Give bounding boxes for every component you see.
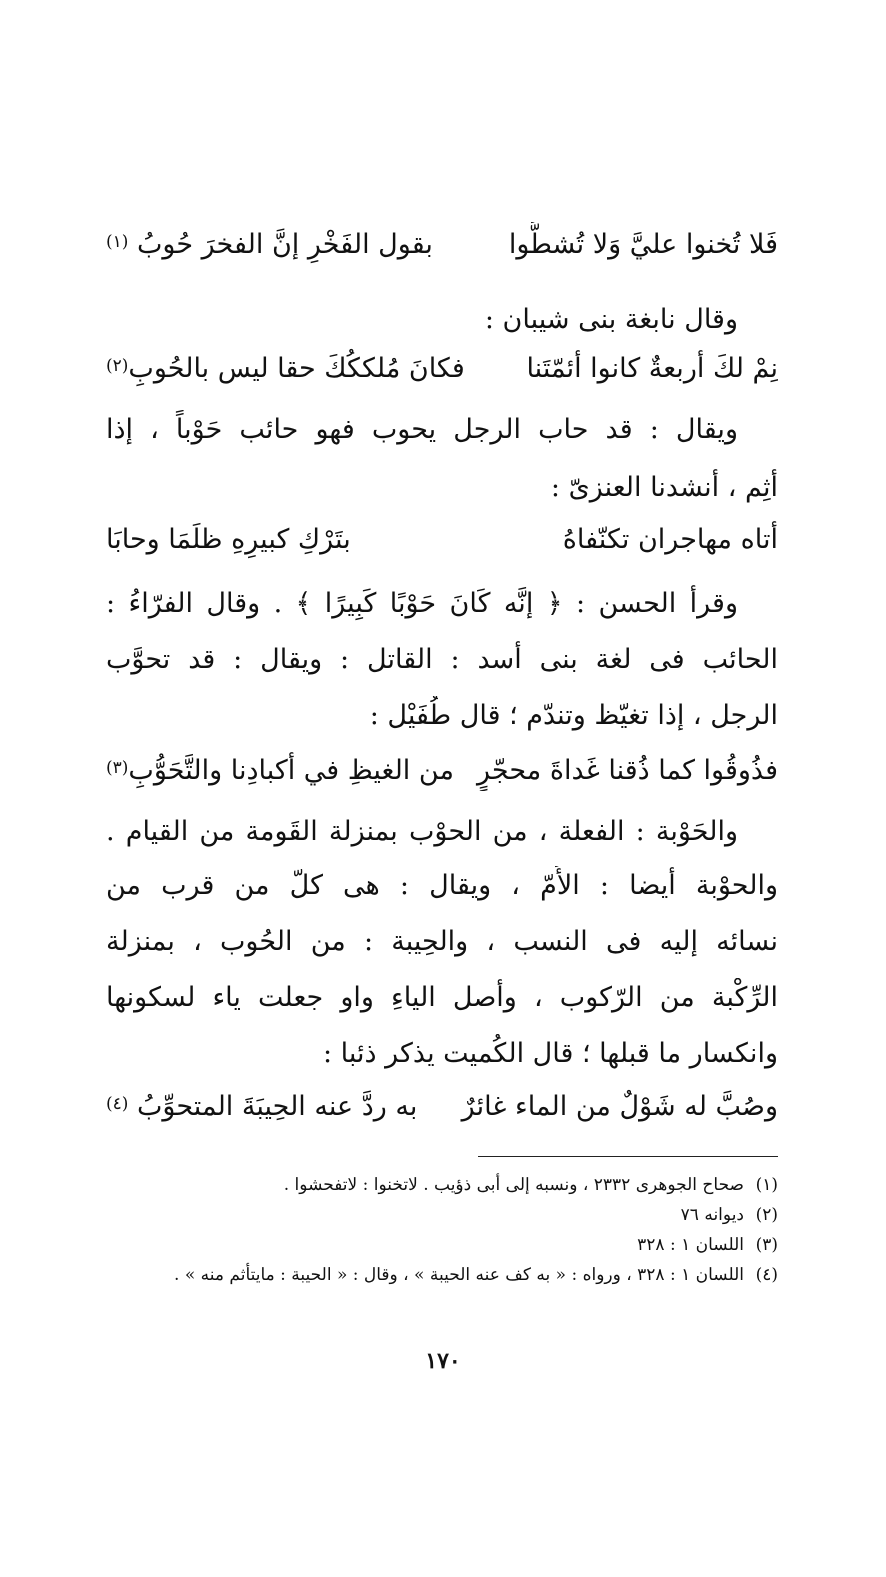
verse-4-right-hemistich: فذُوقُوا كما ذُقنا غَداةَ محجّرٍ	[477, 755, 778, 786]
footnote-3-number: (٣)	[755, 1235, 778, 1255]
paragraph-3-line-1: والحَوْبة : الفعلة ، من الحوْب بمنزلة القَومة من القيام .	[106, 816, 738, 847]
footnote-3	[106, 1232, 778, 1258]
footnote-ref-4: (٤)	[106, 1094, 129, 1114]
verse-line-3	[106, 520, 778, 560]
verse-2-left-hemistich: فكانَ مُلككُكَ حقا ليس بالحُوبِ$^{(٢)}$	[106, 353, 465, 384]
paragraph-3-line-3: نسائه إليه فى النسب ، والحِيبة : من الحُوب ، بمنزلة	[106, 926, 778, 957]
footnote-separator	[478, 1156, 778, 1157]
footnote-1-number: (١)	[755, 1175, 778, 1195]
page-number: ١٧٠	[425, 1348, 461, 1374]
paragraph-3-line-5: وانكسار ما قبلها ؛ قال الكُميت يذكر ذئبا :	[322, 1038, 778, 1069]
verse-3-left-hemistich: بتَرْكِ كبيرِهِ ظلَمَا وحابَا	[106, 524, 351, 555]
paragraph-1-line-2: أَثِم ، أنشدنا العنزىّ :	[550, 472, 778, 503]
footnote-ref-2: (٢)	[106, 356, 129, 376]
footnote-2-number: (٢)	[755, 1205, 778, 1225]
verse-1-right-hemistich: فَلا تُخنوا عليَّ وَلا تُشطُّوا	[508, 229, 778, 260]
footnote-4-text: اللسان ١ : ٣٢٨ ، ورواه : « به كف عنه الحيبة » ، وقال : « الحيبة : مايتأثم منه » .	[174, 1265, 744, 1285]
footnote-3-text: اللسان ١ : ٣٢٨	[637, 1235, 744, 1255]
paragraph-3-line-4: الرِّكْبة من الرّكوب ، وأَصل الياءِ واو جعلت ياء لسكونها	[106, 982, 778, 1013]
footnote-4	[106, 1262, 778, 1288]
verse-5-right-hemistich: وصُبَّ له شَوْلٌ من الماء غائرٌ	[461, 1091, 778, 1122]
footnote-ref-1: (١)	[106, 232, 129, 252]
paragraph-2-line-1: وقرأ الحسن : ﴿ إنَّه كَانَ حَوْبًا كَبِيرًا ﴾ . وقال الفرّاءُ :	[106, 588, 738, 619]
verse-line-5	[106, 1084, 778, 1127]
paragraph-2-line-2: الحائب فى لغة بنى أسد : القاتل : ويقال : قد تحوَّب	[106, 644, 778, 675]
paragraph-1-line-1: ويقال : قد حاب الرجل يحوب فهو حائب حَوْباً ، إذا	[106, 414, 738, 445]
footnote-1	[106, 1172, 778, 1198]
verse-5-left-hemistich: به ردَّ عنه الحِيبَةَ المتحوِّبُ $^{(٤)}$	[106, 1091, 418, 1122]
footnote-2-text: ديوانه ٧٦	[680, 1205, 744, 1225]
verse-3-right-hemistich: أتاه مهاجران تكنّفاهُ	[562, 524, 778, 555]
footnote-4-number: (٤)	[755, 1265, 778, 1285]
text-line-nabigha: وقال نابغة بنى شيبان :	[484, 304, 738, 335]
verse-1-left-hemistich: بقول الفَخْرِ إنَّ الفخرَ حُوبُ $^{(١)}$	[106, 229, 433, 260]
footnote-1-text: صحاح الجوهرى ٢٣٣٢ ، ونسبه إلى أبى ذؤيب . لاتخنوا : لاتفحشوا .	[283, 1175, 744, 1195]
verse-2-right-hemistich: نِمْ لكَ أربعةٌ كانوا أئمّتَنا	[526, 353, 778, 384]
verse-line-2	[106, 346, 778, 389]
verse-line-4	[106, 748, 778, 791]
footnote-2	[106, 1202, 778, 1228]
verse-4-left-hemistich: من الغيظِ في أكبادِنا والتَّحَوُّبِ$^{(٣)}$	[106, 755, 454, 786]
paragraph-3-line-2: والحوْبة أَيضا : الأُمّ ، ويقال : هى كلّ من قرب من	[106, 870, 778, 901]
paragraph-2-line-3: الرجل ، إذا تغيّظ وتندّم ؛ قال طُفَيْل :	[369, 700, 778, 731]
footnote-ref-3: (٣)	[106, 758, 129, 778]
verse-line-1	[106, 222, 778, 265]
